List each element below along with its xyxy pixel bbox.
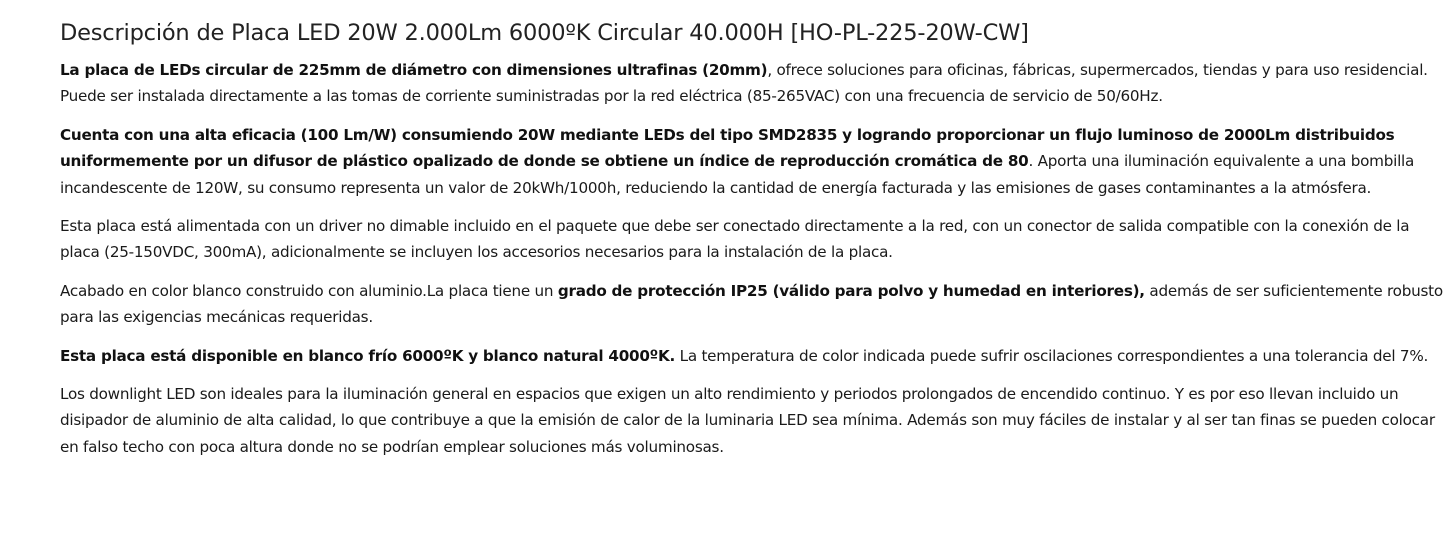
paragraph-intro-bold: La placa de LEDs circular de 225mm de diámetro con dimensiones ultrafinas (20mm) xyxy=(60,61,768,79)
paragraph-intro xyxy=(60,57,1445,110)
paragraph-downlight-text: Los downlight LED son ideales para la iluminación general en espacios que exigen un alto rendimiento y periodos prolongados de encendido continuo. Y es por eso llevan incluido un disipador de aluminio de alta calidad, lo que contribuye a que la emisión de calor de la luminaria LED sea mínima. Además son muy fáciles de instalar y al ser tan finas se pueden colocar en falso techo con poca altura donde no se podrían emplear soluciones más voluminosas. xyxy=(60,385,1435,456)
paragraph-availability-bold: Esta placa está disponible en blanco frío 6000ºK y blanco natural 4000ºK. xyxy=(60,346,676,365)
paragraph-efficiency xyxy=(60,122,1445,201)
description-title: Descripción de Placa LED 20W 2.000Lm 6000ºK Circular 40.000H [HO-PL-225-20W-CW] xyxy=(60,20,1029,46)
paragraph-finish-bold: grado de protección IP25 (válido para polvo y humedad en interiores), xyxy=(557,281,1145,300)
paragraph-downlight xyxy=(60,381,1445,460)
paragraph-driver xyxy=(60,213,1445,266)
paragraph-efficiency-text: . Aporta una iluminación equivalente a una bombilla incandescente de 120W, su consumo representa un valor de 20kWh/1000h, reduciendo la cantidad de energía facturada y las emisiones de gases contaminantes a la atmósfera. xyxy=(60,152,1415,197)
paragraph-availability-text: La temperatura de color indicada puede sufrir oscilaciones correspondientes a una tolerancia del 7%. xyxy=(675,346,1429,365)
paragraph-availability xyxy=(60,343,1445,369)
paragraph-intro-text: , ofrece soluciones para oficinas, fábricas, supermercados, tiendas y para uso residencial. Puede ser instalada directamente a las tomas de corriente suministradas por la red eléctrica (85-265VAC) con una frecuencia de servicio de 50/60Hz. xyxy=(60,61,1428,106)
paragraph-driver-text: Esta placa está alimentada con un driver no dimable incluido en el paquete que debe ser conectado directamente a la red, con un conector de salida compatible con la conexión de la placa (25-150VDC, 300mA), adicionalmente se incluyen los accesorios necesarios para la instalación de la placa. xyxy=(60,217,1410,262)
paragraph-finish xyxy=(60,278,1445,331)
paragraph-finish-pre: Acabado en color blanco construido con aluminio.La placa tiene un xyxy=(60,281,558,300)
paragraph-efficiency-bold: Cuenta con una alta eficacia (100 Lm/W) consumiendo 20W mediante LEDs del tipo SMD2835 y logrando proporcionar un flujo luminoso de 2000Lm distribuidos uniformemente por un difusor de plástico opalizado de donde se obtiene un índice de reproducción cromática de 80 xyxy=(60,125,1395,171)
paragraph-finish-text: además de ser suficientemente robusto para las exigencias mecánicas requeridas. xyxy=(60,281,1443,327)
